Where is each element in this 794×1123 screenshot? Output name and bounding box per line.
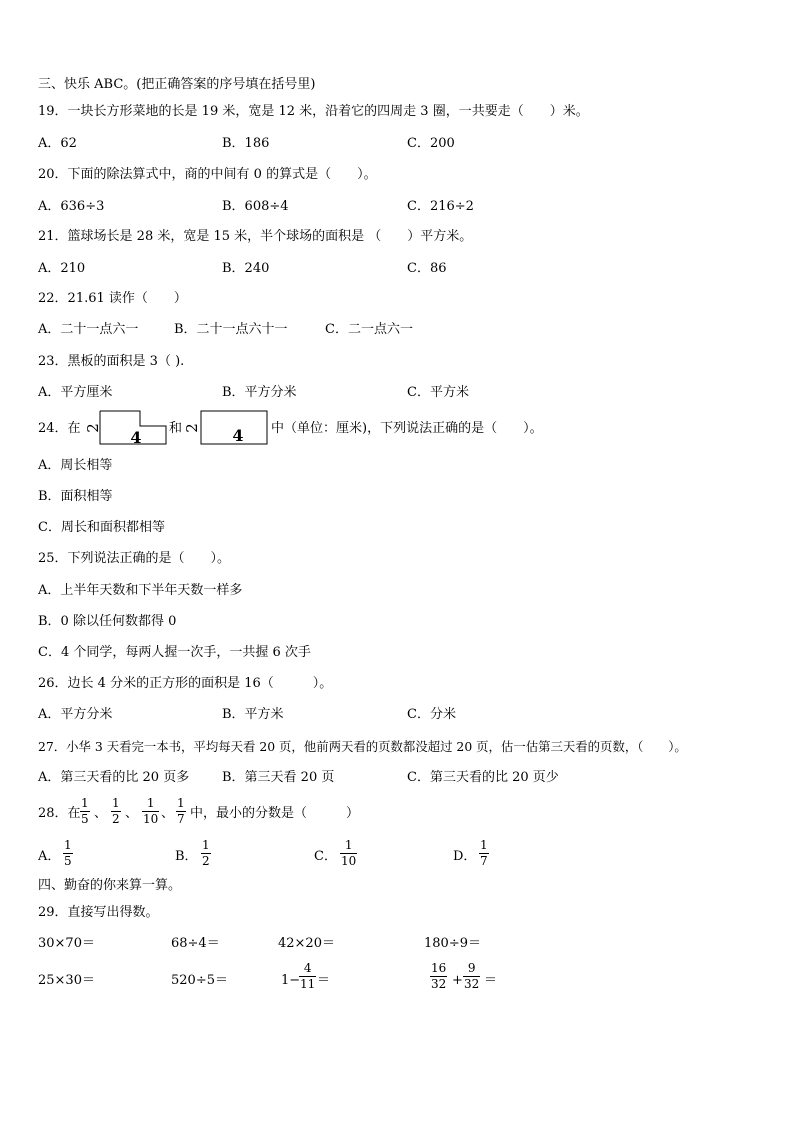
section-4-title: 四、勤奋的你来算一算。: [38, 878, 182, 893]
rectangle-figure: [183, 408, 271, 448]
q28-option-a-numerator: 1: [64, 838, 72, 852]
q29-stem: 29．直接写出得数。: [38, 905, 159, 920]
q27-option-b[interactable]: B．第三天看 20 页: [222, 770, 335, 785]
shape2-width-label: 4: [232, 426, 244, 445]
q28-option-a-fraction[interactable]: [63, 839, 73, 868]
calc-8-fraction-2: [463, 962, 480, 991]
q28-option-d-fraction[interactable]: [479, 839, 489, 868]
q28-fraction-3-denominator: 10: [143, 812, 159, 826]
q19-option-b[interactable]: B．186: [222, 136, 270, 151]
q27-stem: 27．小华 3 天看完一本书，平均每天看 20 页，他前两天看的页数都没超过 20 页，估一估第三天看的页数，（ ）。: [38, 739, 687, 754]
q28-fraction-2: [111, 797, 121, 826]
shape1-width-label: 4: [130, 428, 142, 447]
shape2-height-label: 2: [183, 423, 201, 433]
q26-stem: 26．边长 4 分米的正方形的面积是 16（ ）。: [38, 676, 333, 691]
q28-option-d-denominator: 7: [480, 854, 488, 868]
q28-option-a-denominator: 5: [64, 854, 72, 868]
q28-option-b-fraction[interactable]: [201, 839, 211, 868]
q28-separator: 、: [94, 806, 108, 821]
section-3-title: 三、快乐 ABC。(把正确答案的序号填在括号里): [38, 77, 316, 92]
q21-option-c[interactable]: C．86: [407, 261, 447, 276]
q24-option-c[interactable]: C．周长和面积都相等: [38, 520, 165, 535]
q25-option-b[interactable]: B．0 除以任何数都得 0: [38, 614, 177, 629]
q21-stem: 21．篮球场长是 28 米，宽是 15 米，半个球场的面积是 （ ）平方米。: [38, 229, 473, 244]
calc-8-equals: ＝: [484, 973, 498, 988]
calc-7-denominator: 11: [300, 977, 316, 991]
q19-stem: 19．一块长方形菜地的长是 19 米，宽是 12 米，沿着它的四周走 3 圈，一共要走（ ）米。: [38, 104, 589, 119]
q20-option-b[interactable]: B．608÷4: [222, 199, 289, 214]
q27-option-a[interactable]: A．第三天看的比 20 页多: [38, 770, 190, 785]
q22-option-a[interactable]: A．二十一点六一: [38, 322, 139, 337]
q26-option-a[interactable]: A．平方分米: [38, 707, 113, 722]
calc-8-denominator-1: 32: [431, 977, 447, 991]
q28-option-b-label[interactable]: B．: [175, 849, 198, 864]
q28-option-a-label[interactable]: A．: [38, 849, 61, 864]
q28-suffix: 中，最小的分数是（ ）: [190, 806, 360, 821]
q19-option-c[interactable]: C．200: [407, 136, 455, 151]
q28-fraction-4: [176, 797, 186, 826]
calc-7-equals: ＝: [317, 973, 331, 988]
calc-8-fraction-1: [430, 962, 447, 991]
q28-separator: 、: [125, 806, 139, 821]
q25-stem: 25．下列说法正确的是（ ）。: [38, 551, 231, 566]
calc-8-numerator-2: 9: [467, 961, 476, 975]
q28-fraction-3: [142, 797, 159, 826]
l-shape-figure: [84, 408, 170, 448]
q21-option-b[interactable]: B．240: [222, 261, 270, 276]
q22-option-c[interactable]: C．二一点六一: [325, 322, 413, 337]
q28-fraction-4-denominator: 7: [177, 812, 185, 826]
q28-option-c-fraction[interactable]: [340, 839, 357, 868]
q24-prefix: 24．在: [38, 421, 81, 436]
q24-mid: 和: [169, 421, 183, 436]
shape1-height-label: 2: [84, 423, 102, 433]
q28-option-c-label[interactable]: C．: [314, 849, 337, 864]
q22-stem: 22．21.61 读作（ ）: [38, 291, 187, 306]
q25-option-c[interactable]: C．4 个同学，每两人握一次手，一共握 6 次手: [38, 645, 311, 660]
q20-stem: 20．下面的除法算式中，商的中间有 0 的算式是（ ）。: [38, 167, 377, 182]
q22-option-b[interactable]: B．二十一点六十一: [174, 322, 288, 337]
q28-option-c-numerator: 1: [344, 838, 353, 852]
calc-7-lead: 1−: [281, 973, 301, 988]
q23-option-c[interactable]: C．平方米: [407, 385, 469, 400]
calc-6: 520÷5＝: [171, 973, 228, 988]
q28-option-b-numerator: 1: [202, 838, 210, 852]
q28-fraction-1: [80, 797, 90, 826]
q28-option-d-label[interactable]: D．: [453, 849, 477, 864]
q24-option-a[interactable]: A．周长相等: [38, 458, 113, 473]
calc-3: 42×20＝: [278, 936, 335, 951]
q20-option-c[interactable]: C．216÷2: [407, 199, 474, 214]
q28-option-c-denominator: 10: [341, 854, 357, 868]
calc-2: 68÷4＝: [171, 936, 220, 951]
q27-option-c[interactable]: C．第三天看的比 20 页少: [407, 770, 559, 785]
q26-option-c[interactable]: C．分米: [407, 707, 456, 722]
q21-option-a[interactable]: A．210: [38, 261, 86, 276]
calc-8-plus: +: [452, 973, 463, 988]
calc-7-numerator: 4: [303, 961, 312, 975]
q28-fraction-4-numerator: 1: [177, 796, 185, 810]
q20-option-a[interactable]: A．636÷3: [38, 199, 105, 214]
q26-option-b[interactable]: B．平方米: [222, 707, 284, 722]
q28-option-b-denominator: 2: [202, 854, 210, 868]
calc-1: 30×70＝: [38, 936, 95, 951]
q23-stem: 23．黑板的面积是 3（ ).: [38, 354, 185, 369]
calc-8-denominator-2: 32: [464, 977, 480, 991]
calc-5: 25×30＝: [38, 973, 95, 988]
q19-option-a[interactable]: A．62: [38, 136, 77, 151]
calc-8-numerator-1: 16: [431, 961, 447, 975]
q28-fraction-1-numerator: 1: [81, 796, 89, 810]
q28-fraction-2-denominator: 2: [112, 812, 120, 826]
q28-fraction-3-numerator: 1: [146, 796, 155, 810]
q23-option-a[interactable]: A．平方厘米: [38, 385, 113, 400]
q23-option-b[interactable]: B．平方分米: [222, 385, 297, 400]
q24-suffix: 中（单位：厘米)，下列说法正确的是（ ）。: [271, 421, 543, 436]
q28-fraction-2-numerator: 1: [112, 796, 120, 810]
calc-7-fraction: [299, 962, 316, 991]
q28-prefix: 28．在: [38, 806, 81, 821]
q28-separator: 、: [161, 806, 175, 821]
q25-option-a[interactable]: A．上半年天数和下半年天数一样多: [38, 583, 243, 598]
q24-option-b[interactable]: B．面积相等: [38, 489, 113, 504]
q28-fraction-1-denominator: 5: [81, 812, 89, 826]
calc-4: 180÷9＝: [424, 936, 481, 951]
q28-option-d-numerator: 1: [480, 838, 488, 852]
